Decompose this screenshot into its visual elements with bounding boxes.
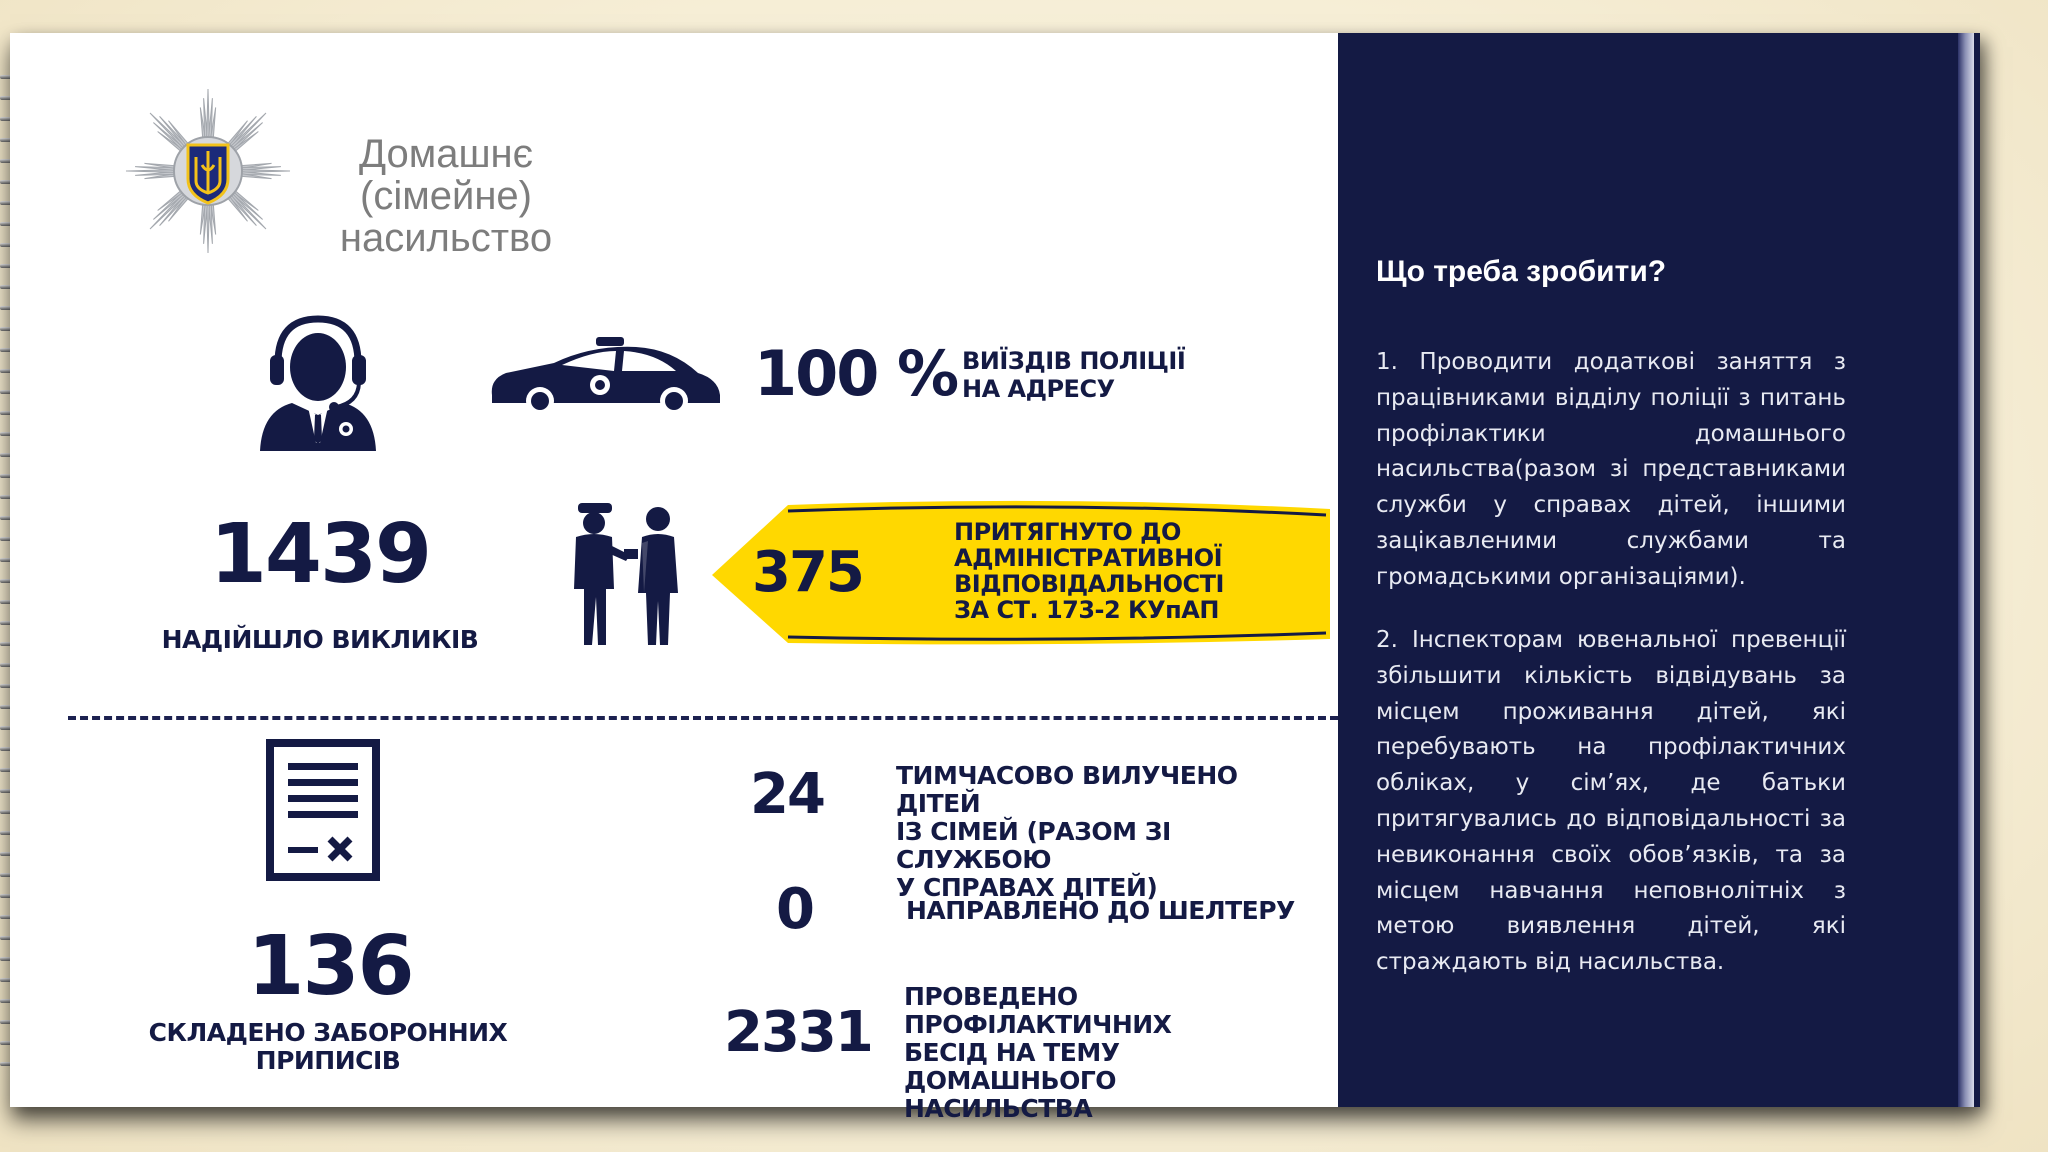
page-title: Домашнє (сімейне) насильство <box>339 132 553 260</box>
recommendations-heading: Що треба зробити? <box>1376 255 1667 288</box>
shelter-count: 0 <box>776 877 813 942</box>
page-stack-edge <box>1958 33 1974 1107</box>
children-count: 24 <box>750 762 824 827</box>
admin-label-line: ЗА СТ. 173-2 КУпАП <box>954 596 1219 624</box>
slide-page <box>10 33 1980 1123</box>
talks-label <box>904 983 1324 1123</box>
talks-label-line: ПРОВЕДЕНО ПРОФІЛАКТИЧНИХ <box>904 982 1172 1039</box>
emblem-ray <box>228 113 266 151</box>
emblem-ray <box>150 113 188 151</box>
orders-count: 136 <box>247 919 413 1014</box>
calls-count: 1439 <box>209 507 431 602</box>
dashed-divider <box>68 716 1338 720</box>
police-trips-label <box>962 347 1202 403</box>
children-label <box>896 762 1316 902</box>
children-label-line: ІЗ СІМЕЙ (РАЗОМ ЗІ СЛУЖБОЮ <box>896 817 1171 874</box>
police-car-icon <box>488 333 724 417</box>
admin-label <box>954 519 1254 623</box>
police-trips-label-line: НА АДРЕСУ <box>962 375 1115 403</box>
talks-label-line: НАСИЛЬСТВА <box>904 1094 1093 1123</box>
police-trips-label-line: ВИЇЗДІВ ПОЛІЦІЇ <box>962 347 1186 375</box>
orders-label-line: ПРИПИСІВ <box>255 1046 401 1075</box>
orders-label <box>128 1019 528 1075</box>
recommendation-item: 2. Інспекторам ювенальної превенції збільшити кількість відвідувань за місцем проживання дітей, які перебувають на профілактичних обліках, у сім’ях, де батьки притягувались до відповідальності за невиконання своїх обов’язків, та за місцем навчання неповнолітніх з метою виявлення дітей, які страждають від насильства. <box>1376 627 1846 976</box>
admin-label-line: ПРИТЯГНУТО ДО <box>954 518 1181 546</box>
admin-label-line: ВІДПОВІДАЛЬНОСТІ <box>954 570 1224 598</box>
orders-label-line: СКЛАДЕНО ЗАБОРОННИХ <box>148 1018 508 1047</box>
headset-operator-icon <box>258 311 378 451</box>
children-label-line: ТИМЧАСОВО ВИЛУЧЕНО ДІТЕЙ <box>896 761 1238 818</box>
officer-with-citizen-icon <box>570 497 686 647</box>
restraining-order-document-icon <box>266 739 380 881</box>
talks-label-line: БЕСІД НА ТЕМУ ДОМАШНЬОГО <box>904 1038 1120 1095</box>
children-label-line: У СПРАВАХ ДІТЕЙ) <box>896 873 1158 902</box>
police-trips-percent: 100 % <box>754 337 958 410</box>
calls-label: НАДІЙШЛО ВИКЛИКІВ <box>161 625 479 654</box>
emblem-ray <box>228 191 266 229</box>
emblem-ray <box>150 191 188 229</box>
recommendation-item: 1. Проводити додаткові заняття з працівниками відділу поліції з питань профілактики домашнього насильства(разом зі представниками служби у справах дітей, іншими зацікавленими службами та громадськими організаціями). <box>1376 349 1846 590</box>
talks-count: 2331 <box>724 1000 872 1065</box>
admin-label-line: АДМІНІСТРАТИВНОЇ <box>954 544 1223 572</box>
police-star-trident-icon <box>124 85 292 257</box>
shelter-label: НАПРАВЛЕНО ДО ШЕЛТЕРУ <box>906 896 1295 925</box>
admin-count: 375 <box>752 540 863 605</box>
